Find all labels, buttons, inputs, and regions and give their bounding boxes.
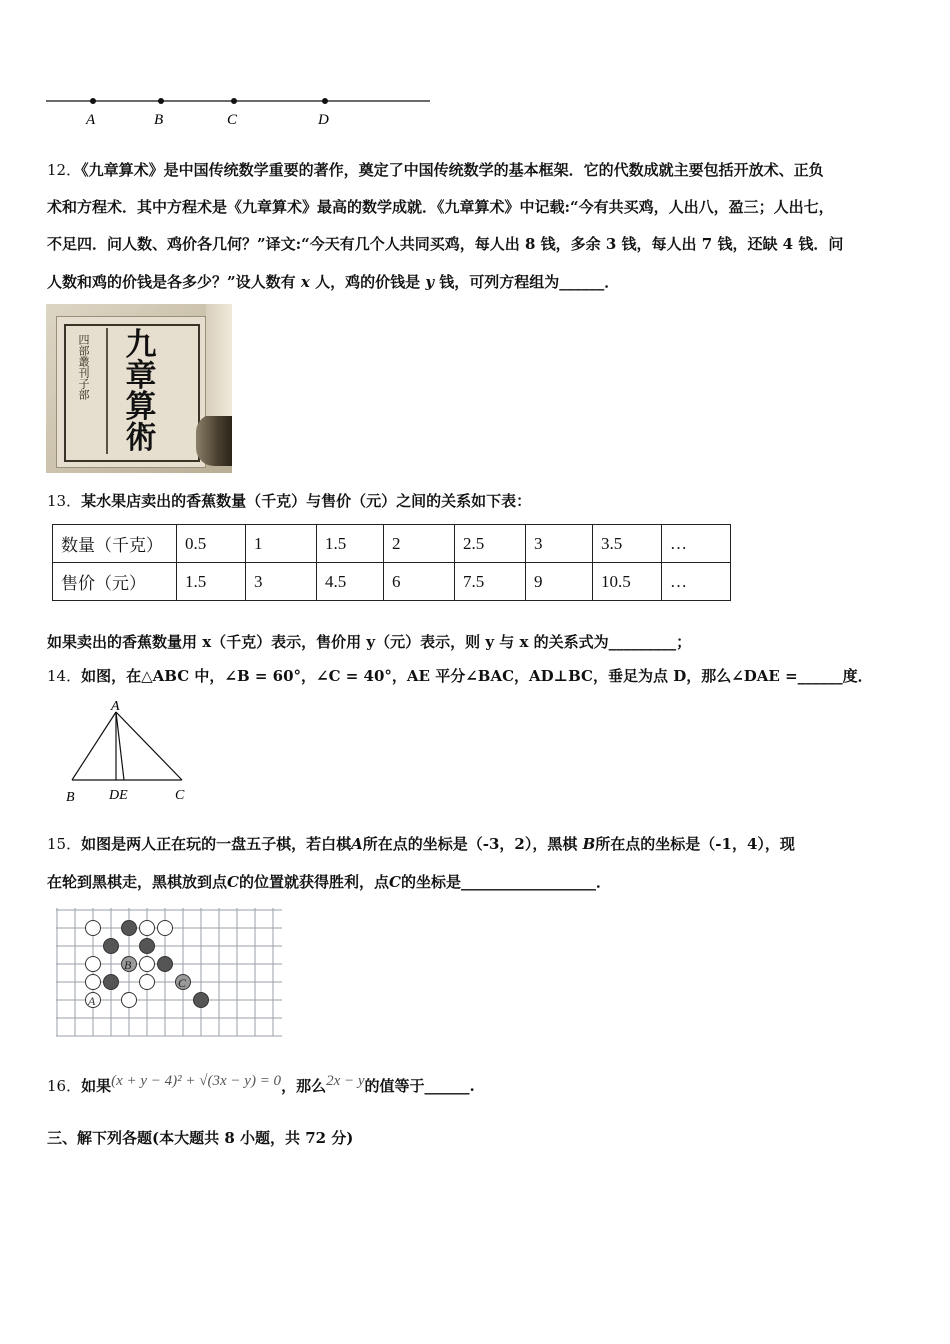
q13-text: 某水果店卖出的香蕉数量（千克）与售价（元）之间的关系如下表：: [81, 492, 532, 510]
q12-text-2: 术和方程术．其中方程术是《九章算术》最高的数学成就．《九章算术》中记载:“今有共买鸡，人出八，盈三；人出七，: [47, 198, 834, 216]
table-cell: …: [662, 525, 731, 563]
q12-var-x: x: [300, 273, 310, 291]
black-stone: [104, 975, 119, 990]
q15-text-1c: 所在点的坐标是（-1，4），现: [595, 835, 795, 853]
book-title-char-3: 算: [125, 389, 157, 425]
q13-number: 13．: [47, 492, 82, 510]
point-label-a: A: [86, 112, 96, 128]
table-cell: 9: [526, 563, 593, 601]
stone-label-a: A: [88, 994, 96, 1008]
table-cell: 10.5: [593, 563, 662, 601]
table-cell: 7.5: [455, 563, 526, 601]
table-row: [53, 563, 731, 601]
q16-mid: ，那么: [281, 1077, 327, 1095]
q16-line: [47, 1068, 475, 1106]
section-3-text: 三、解下列各题(本大题共 8 小题，共 72 分): [47, 1129, 354, 1147]
table-row: [53, 525, 731, 563]
q13-line: [47, 483, 531, 520]
triangle-figure: [60, 698, 200, 808]
table-cell: 1.5: [177, 563, 246, 601]
q12-line3: [47, 226, 843, 263]
q12-text-4b: 人，鸡的价钱是: [315, 273, 421, 291]
q14-text: 如图，在△ABC 中，∠B = 60°，∠C = 40°，AE 平分∠BAC，AD⊥BC，垂足为点 D，那么∠DAE =______度．: [81, 667, 873, 685]
q15-var-c: C: [227, 873, 239, 891]
triangle-label-b: B: [66, 790, 75, 805]
q12-text-4c: 钱，可列方程组为______．: [439, 273, 620, 291]
white-stone: [158, 921, 173, 936]
table-cell: 6: [384, 563, 455, 601]
white-stone: [140, 975, 155, 990]
q16-post: 的值等于______.: [364, 1077, 475, 1095]
section-3-heading: [47, 1120, 353, 1157]
q12-text-1: 《九章算术》是中国传统数学重要的著作，奠定了中国传统数学的基本框架．它的代数成就主要包括开放术、正负: [81, 161, 824, 179]
q16-formula: (x + y − 4)² + √(3x − y) = 0: [111, 1073, 282, 1089]
price-table: [52, 524, 731, 601]
q16-pre: 如果: [81, 1077, 112, 1095]
white-stone: [86, 921, 101, 936]
q15-number: 15．: [47, 835, 82, 853]
triangle-label-de: DE: [109, 788, 128, 803]
q15-var-b: B: [582, 835, 596, 853]
number-line-figure: [40, 88, 440, 133]
white-stone: [122, 993, 137, 1008]
black-stone: [104, 939, 119, 954]
black-stone: [194, 993, 209, 1008]
table-cell: 3: [246, 563, 317, 601]
triangle-label-c: C: [175, 788, 185, 803]
q12-line2: [47, 189, 834, 226]
q14-number: 14．: [47, 667, 82, 685]
book-title-char-1: 九: [125, 327, 157, 363]
q16-expr: 2x − y: [326, 1073, 365, 1089]
q13-after-text: 如果卖出的香蕉数量用 x（千克）表示，售价用 y（元）表示，则 y 与 x 的关系式为_________；: [47, 633, 692, 651]
q12-text-3: 不足四．问人数、鸡价各几何？”译文:“今天有几个人共同买鸡，每人出 8 钱，多余 3 钱，每人出 7 钱，还缺 4 钱．问: [47, 235, 844, 253]
black-stone: [158, 957, 173, 972]
table-cell: 1: [246, 525, 317, 563]
book-photo: [46, 304, 232, 473]
book-side-text: 四部叢刊子部: [77, 334, 90, 400]
q15-text-1a: 如图是两人正在玩的一盘五子棋，若白棋: [81, 835, 352, 853]
point-label-b: B: [154, 112, 164, 128]
white-stone: [86, 975, 101, 990]
q15-var-c2: C: [388, 873, 401, 891]
table-header-price: 售价（元）: [53, 563, 177, 601]
q15-line1: [47, 826, 795, 863]
triangle-label-a: A: [111, 699, 120, 714]
point-label-c: C: [227, 112, 238, 128]
gomoku-board: [52, 906, 284, 1038]
white-stone: [140, 957, 155, 972]
table-cell: 2.5: [455, 525, 526, 563]
book-title-char-4: 術: [125, 420, 157, 456]
table-cell: 1.5: [317, 525, 384, 563]
table-header-quantity: 数量（千克）: [53, 525, 177, 563]
q15-text-2b: 的位置就获得胜利，点: [238, 873, 389, 891]
table-cell: 3.5: [593, 525, 662, 563]
q12-number: 12．: [47, 161, 82, 179]
q16-number: 16．: [47, 1077, 82, 1095]
black-stone: [140, 939, 155, 954]
table-cell: 3: [526, 525, 593, 563]
q15-text-2a: 在轮到黑棋走，黑棋放到点: [47, 873, 228, 891]
stone-label-c: C: [178, 976, 187, 990]
table-cell: …: [662, 563, 731, 601]
table-cell: 4.5: [317, 563, 384, 601]
book-title-char-2: 章: [125, 358, 157, 394]
q12-var-y: y: [425, 273, 435, 291]
q12-line4: [47, 264, 619, 301]
q13-followup: [47, 624, 691, 661]
table-cell: 2: [384, 525, 455, 563]
q12-line1: [47, 152, 824, 189]
q15-line2: [47, 864, 611, 901]
point-label-d: D: [318, 112, 329, 128]
q14-line: [47, 658, 873, 695]
table-cell: 0.5: [177, 525, 246, 563]
q15-text-1b: 所在点的坐标是（-3，2），黑棋: [362, 835, 578, 853]
black-stone: [122, 921, 137, 936]
q12-text-4a: 人数和鸡的价钱是各多少？”设人数有: [47, 273, 296, 291]
book-title: [116, 327, 166, 456]
q15-text-2c: 的坐标是__________________．: [400, 873, 611, 891]
white-stone: [86, 957, 101, 972]
white-stone: [140, 921, 155, 936]
q15-var-a: A: [351, 835, 363, 853]
stone-label-b: B: [124, 958, 132, 972]
